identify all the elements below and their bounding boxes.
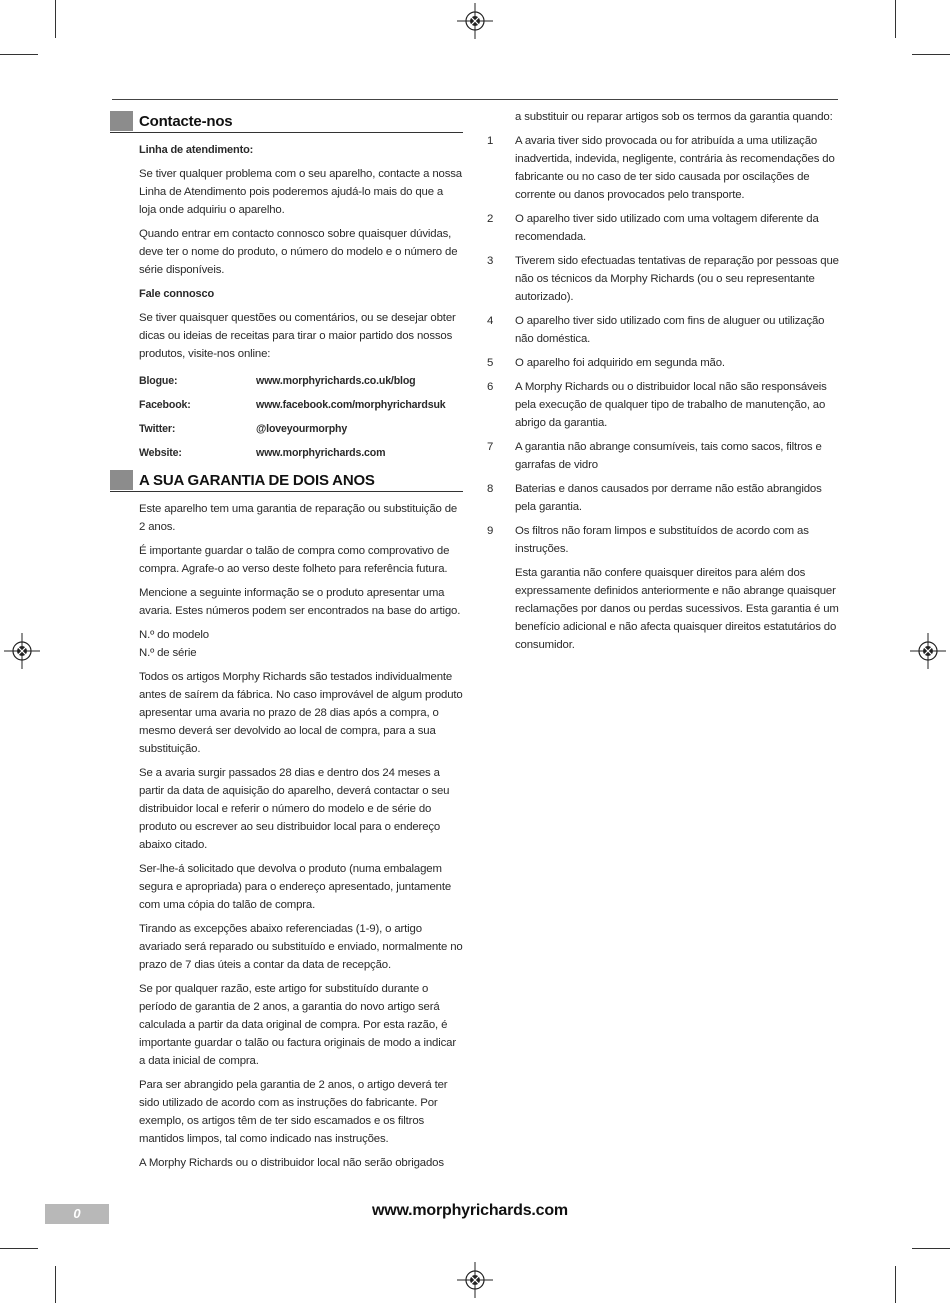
exception-item (485, 378, 840, 432)
registration-mark-icon (457, 1262, 493, 1298)
warranty-closing: Esta garantia não confere quaisquer direitos para além dos expressamente definidos anteriormente e não abrange quaisquer reclamações por danos ou perdas sucessivos. Esta garantia é um benefício adicional e não afecta quaisquer direitos estatutários do consumidor. (515, 567, 839, 651)
helpline-paragraph: Se tiver qualquer problema com o seu aparelho, contacte a nossa Linha de Atendimento pois poderemos ajudá-lo mais do que a loja onde adquiriu o aparelho. (139, 168, 462, 216)
link-label: Website: (139, 447, 182, 459)
page-number-bar (45, 1204, 109, 1224)
facebook-link[interactable]: www.facebook.com/morphyrichardsuk (256, 399, 446, 411)
top-rule (112, 99, 838, 100)
contact-links (139, 369, 463, 465)
exception-item (485, 210, 840, 246)
crop-mark (0, 1248, 38, 1249)
crop-mark (55, 1266, 56, 1303)
registration-mark-icon (457, 3, 493, 39)
warranty-continued: a substituir ou reparar artigos sob os termos da garantia quando: (515, 111, 833, 123)
section-marker (110, 111, 133, 131)
crop-mark (912, 1248, 950, 1249)
warranty-paragraph: Ser-lhe-á solicitado que devolva o produto (numa embalagem segura e apropriada) para o endereço apresentado, juntamente com uma cópia do talão de compra. (139, 863, 452, 911)
link-label: Twitter: (139, 423, 176, 435)
exception-item (485, 438, 840, 474)
exception-number: 2 (487, 213, 494, 225)
exception-text: O aparelho foi adquirido em segunda mão. (515, 357, 725, 369)
exception-number: 5 (487, 357, 494, 369)
exception-number: 7 (487, 441, 494, 453)
crop-mark (912, 54, 950, 55)
exception-text: A garantia não abrange consumíveis, tais como sacos, filtros e garrafas de vidro (515, 441, 822, 471)
left-column (110, 110, 463, 1178)
warranty-paragraph: Para ser abrangido pela garantia de 2 anos, o artigo deverá ter sido utilizado de acordo com as instruções do fabricante. Por exemplo, os artigos têm de ter sido escamados e os filtros mantidos limpos, tal como indicado nas instruções. (139, 1079, 448, 1145)
warranty-paragraph: Este aparelho tem uma garantia de reparação ou substituição de 2 anos. (139, 503, 458, 533)
exception-item (485, 312, 840, 348)
footer-url[interactable]: www.morphyrichards.com (372, 1202, 568, 1219)
crop-mark (0, 54, 38, 55)
talk-heading: Fale connosco (139, 288, 215, 300)
warranty-paragraph: Tirando as excepções abaixo referenciadas (1-9), o artigo avariado será reparado ou substituído e enviado, normalmente no prazo de 7 dias úteis a contar da data de recepção. (139, 923, 463, 971)
exception-text: A Morphy Richards ou o distribuidor local não são responsáveis pela execução de qualquer tipo de trabalho de manutenção, ao abrigo da garantia. (515, 381, 827, 429)
blog-link[interactable]: www.morphyrichards.co.uk/blog (256, 375, 416, 387)
exception-number: 9 (487, 525, 494, 537)
model-serial-block (139, 626, 463, 662)
model-number-line: N.º do modelo (139, 629, 209, 641)
registration-mark-icon (4, 633, 40, 669)
exception-text: Os filtros não foram limpos e substituídos de acordo com as instruções. (515, 525, 809, 555)
exception-text: A avaria tiver sido provocada ou for atribuída a uma utilização inadvertida, indevida, negligente, contrária às recomendações do fabricante ou no caso de ter sido causada por oscilações de corrente ou danos provocados pelo transporte. (515, 135, 835, 201)
twitter-link[interactable]: @loveyourmorphy (256, 423, 348, 435)
exception-number: 6 (487, 381, 494, 393)
exception-item (485, 354, 840, 372)
exception-number: 4 (487, 315, 494, 327)
right-column (485, 108, 840, 660)
contact-body (139, 141, 463, 465)
exception-text: O aparelho tiver sido utilizado com fins de aluguer ou utilização não doméstica. (515, 315, 825, 345)
exception-text: Tiverem sido efectuadas tentativas de reparação por pessoas que não os técnicos da Morphy Richards (ou o seu representante autorizado). (515, 255, 839, 303)
registration-mark-icon (910, 633, 946, 669)
warranty-paragraph: É importante guardar o talão de compra como comprovativo de compra. Agrafe-o ao verso deste folheto para referência futura. (139, 545, 450, 575)
warranty-paragraph: Mencione a seguinte informação se o produto apresentar uma avaria. Estes números podem ser encontrados na base do artigo. (139, 587, 461, 617)
crop-mark (55, 0, 56, 38)
link-row-blog (139, 369, 463, 393)
link-row-twitter (139, 417, 463, 441)
link-row-website (139, 441, 463, 465)
exception-number: 1 (487, 135, 494, 147)
helpline-paragraph: Quando entrar em contacto connosco sobre quaisquer dúvidas, deve ter o nome do produto, o número do modelo e o número de série disponíveis. (139, 228, 458, 276)
exception-number: 3 (487, 255, 494, 267)
warranty-title: A SUA GARANTIA DE DOIS ANOS (139, 471, 375, 489)
exception-item (485, 132, 840, 204)
crop-mark (895, 0, 896, 38)
warranty-body (139, 500, 463, 1172)
link-row-facebook (139, 393, 463, 417)
contact-section-header (110, 110, 463, 133)
warranty-paragraph: Todos os artigos Morphy Richards são testados individualmente antes de saírem da fábrica. No caso improvável de algum produto apresentar uma avaria no prazo de 28 dias após a compra, o mesmo deverá ser devolvido ao local de compra, para a sua substituição. (139, 671, 463, 755)
serial-number-line: N.º de série (139, 647, 197, 659)
contact-title: Contacte-nos (139, 112, 233, 130)
link-label: Facebook: (139, 399, 191, 411)
exception-item (485, 522, 840, 558)
talk-paragraph: Se tiver quaisquer questões ou comentários, ou se desejar obter dicas ou ideias de receitas para tirar o maior partido dos nossos produtos, visite-nos online: (139, 312, 456, 360)
exception-number: 8 (487, 483, 494, 495)
website-link[interactable]: www.morphyrichards.com (256, 447, 386, 459)
exception-item (485, 480, 840, 516)
exception-text: O aparelho tiver sido utilizado com uma voltagem diferente da recomendada. (515, 213, 819, 243)
warranty-paragraph: Se por qualquer razão, este artigo for substituído durante o período de garantia de 2 anos, a garantia do novo artigo será calculada a partir da data original de compra. Por esta razão, é importante guardar o talão ou factura originais de modo a indicar a data inicial de compra. (139, 983, 456, 1067)
warranty-paragraph: Se a avaria surgir passados 28 dias e dentro dos 24 meses a partir da data de aquisição do aparelho, deverá contactar o seu distribuidor local e referir o número do modelo e de série do produto ou escrever ao seu distribuidor local para o endereço abaixo citado. (139, 767, 450, 851)
link-label: Blogue: (139, 375, 178, 387)
helpline-heading: Linha de atendimento: (139, 144, 254, 156)
exception-item (485, 252, 840, 306)
warranty-section-header (110, 469, 463, 492)
exception-text: Baterias e danos causados por derrame não estão abrangidos pela garantia. (515, 483, 822, 513)
warranty-paragraph: A Morphy Richards ou o distribuidor local não serão obrigados (139, 1157, 444, 1169)
page-number: 0 (73, 1206, 81, 1221)
crop-mark (895, 1266, 896, 1303)
section-marker (110, 470, 133, 490)
